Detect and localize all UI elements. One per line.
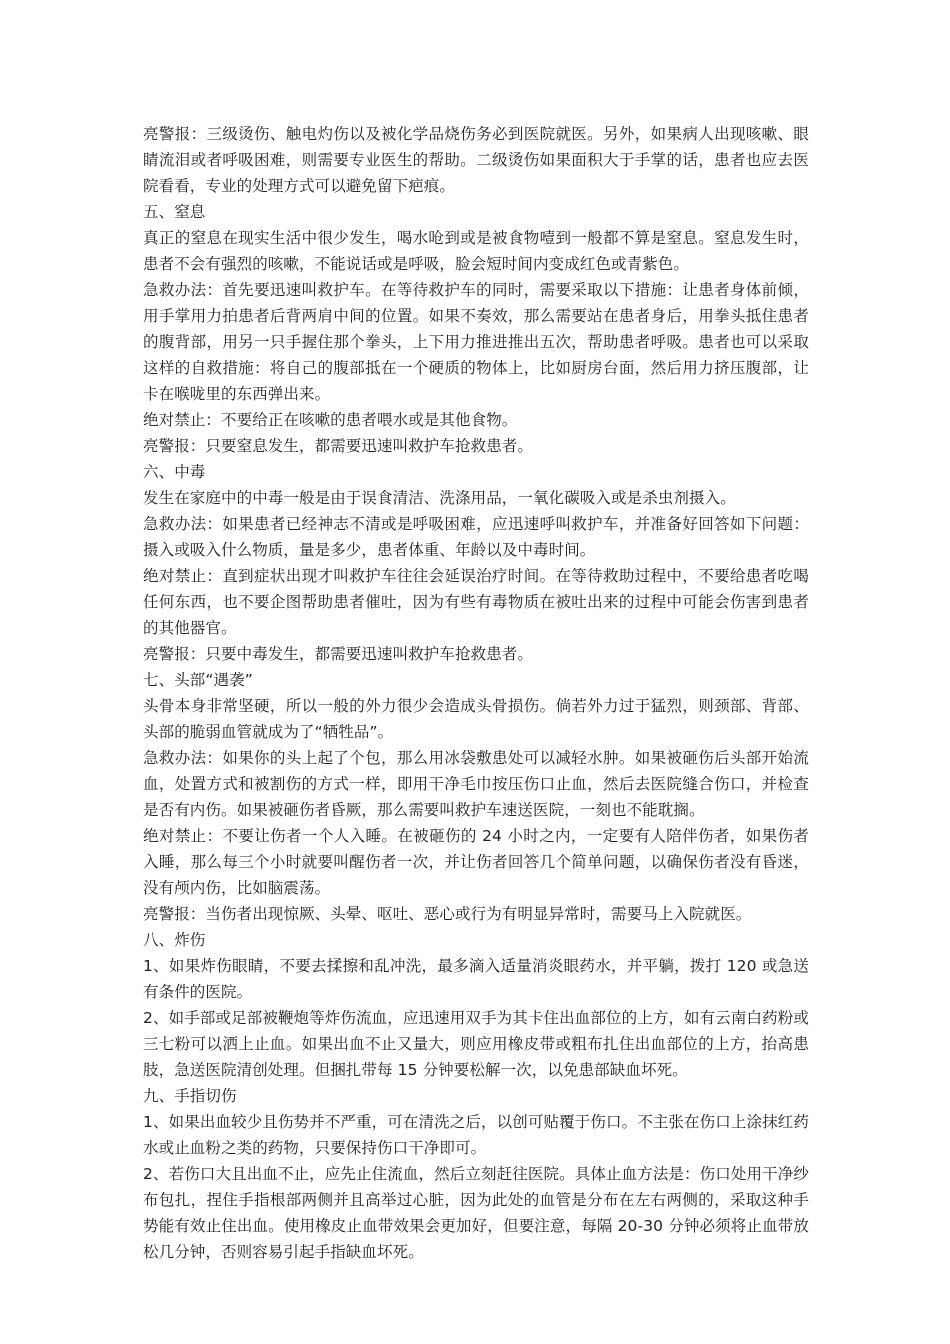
section-heading-finger-cut: 九、手指切伤 [143, 1087, 237, 1105]
document-page [143, 121, 809, 1265]
paragraph-poisoning-first-aid: 急救办法：如果患者已经神志不清或是呼吸困难，应迅速呼叫救护车，并准备好回答如下问题：摄入或吸入什么物质，量是多少，患者体重、年龄以及中毒时间。 [143, 515, 809, 559]
section-heading-explosion-injury: 八、炸伤 [143, 931, 206, 949]
paragraph-head-injury-warning: 亮警报：当伤者出现惊厥、头晕、呕吐、恶心或行为有明显异常时，需要马上入院就医。 [143, 905, 752, 923]
paragraph-explosion-eye: 1、如果炸伤眼睛，不要去揉擦和乱冲洗，最多滴入适量消炎眼药水，并平躺，拨打 120 或急送有条件的医院。 [143, 957, 809, 1001]
paragraph-suffocation-intro: 真正的窒息在现实生活中很少发生，喝水呛到或是被食物噎到一般都不算是窒息。窒息发生时，患者不会有强烈的咳嗽，不能说话或是呼吸，脸会短时间内变成红色或青紫色。 [143, 229, 809, 273]
paragraph-head-injury-first-aid: 急救办法：如果你的头上起了个包，那么用冰袋敷患处可以减轻水肿。如果被砸伤后头部开始流血，处置方式和被割伤的方式一样，即用干净毛巾按压伤口止血，然后去医院缝合伤口，并检查是否有内伤。如果被砸伤者昏厥，那么需要叫救护车速送医院，一刻也不能耽搁。 [143, 749, 809, 819]
paragraph-head-injury-prohibited: 绝对禁止：不要让伤者一个人入睡。在被砸伤的 24 小时之内，一定要有人陪伴伤者，如果伤者入睡，那么每三个小时就要叫醒伤者一次，并让伤者回答几个简单问题，以确保伤者没有昏迷，没有颅内伤，比如脑震荡。 [143, 827, 809, 897]
paragraph-finger-cut-severe: 2、若伤口大且出血不止，应先止住流血，然后立刻赶往医院。具体止血方法是：伤口处用干净纱布包扎，捏住手指根部两侧并且高举过心脏，因为此处的血管是分布在左右两侧的，采取这种手势能有效止住出血。使用橡皮止血带效果会更加好，但要注意，每隔 20-30 分钟必须将止血带放松几分钟，否则容易引起手指缺血坏死。 [143, 1165, 809, 1261]
section-heading-head-injury: 七、头部“遇袭” [143, 671, 253, 689]
paragraph-suffocation-first-aid: 急救办法：首先要迅速叫救护车。在等待救护车的同时，需要采取以下措施：让患者身体前倾，用手掌用力拍患者后背两肩中间的位置。如果不奏效，那么需要站在患者身后，用拳头抵住患者的腹背部，用另一只手握住那个拳头，上下用力推进推出五次，帮助患者呼吸。患者也可以采取这样的自救措施：将自己的腹部抵在一个硬质的物体上，比如厨房台面，然后用力挤压腹部，让卡在喉咙里的东西弹出来。 [143, 281, 809, 403]
paragraph-suffocation-warning: 亮警报：只要窒息发生，都需要迅速叫救护车抢救患者。 [143, 437, 534, 455]
paragraph-poisoning-intro: 发生在家庭中的中毒一般是由于误食清洁、洗涤用品，一氧化碳吸入或是杀虫剂摄入。 [143, 489, 736, 507]
paragraph-suffocation-prohibited: 绝对禁止：不要给正在咳嗽的患者喂水或是其他食物。 [143, 411, 518, 429]
section-heading-suffocation: 五、窒息 [143, 203, 206, 221]
paragraph-head-injury-intro: 头骨本身非常坚硬，所以一般的外力很少会造成头骨损伤。倘若外力过于猛烈，则颈部、背部、头部的脆弱血管就成为了“牺牲品”。 [143, 697, 809, 741]
paragraph-finger-cut-minor: 1、如果出血较少且伤势并不严重，可在清洗之后，以创可贴覆于伤口。不主张在伤口上涂抹红药水或止血粉之类的药物，只要保持伤口干净即可。 [143, 1113, 809, 1157]
paragraph-poisoning-warning: 亮警报：只要中毒发生，都需要迅速叫救护车抢救患者。 [143, 645, 534, 663]
section-heading-poisoning: 六、中毒 [143, 463, 206, 481]
paragraph-poisoning-prohibited: 绝对禁止：直到症状出现才叫救护车往往会延误治疗时间。在等待救助过程中，不要给患者吃喝任何东西，也不要企图帮助患者催吐，因为有些有毒物质在被吐出来的过程中可能会伤害到患者的其他器官。 [143, 567, 809, 637]
paragraph-explosion-limb: 2、如手部或足部被鞭炮等炸伤流血，应迅速用双手为其卡住出血部位的上方，如有云南白药粉或三七粉可以洒上止血。如果出血不止又量大，则应用橡皮带或粗布扎住出血部位的上方，抬高患肢，急送医院清创处理。但捆扎带每 15 分钟要松解一次，以免患部缺血坏死。 [143, 1009, 809, 1079]
paragraph-burn-warning: 亮警报：三级烫伤、触电灼伤以及被化学品烧伤务必到医院就医。另外，如果病人出现咳嗽、眼睛流泪或者呼吸困难，则需要专业医生的帮助。二级烫伤如果面积大于手掌的话，患者也应去医院看看，专业的处理方式可以避免留下疤痕。 [143, 125, 809, 195]
